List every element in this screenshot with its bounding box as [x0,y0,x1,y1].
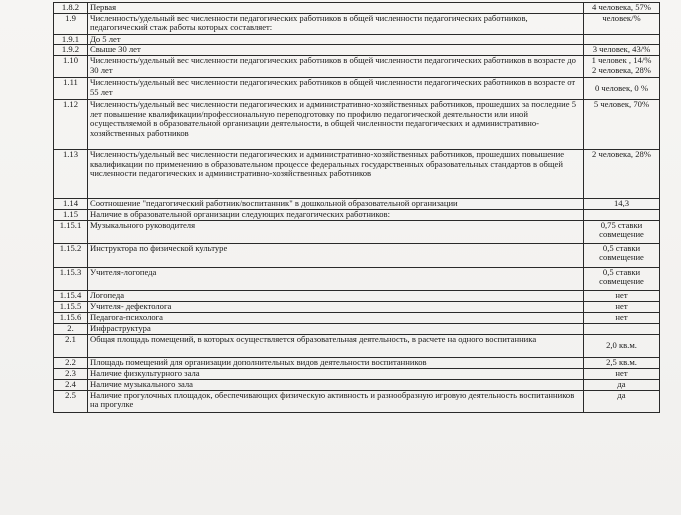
row-text: Численность/удельный вес численности педагогических работников в общей численности педагогических работников, педагогический стаж работы которых составляет: [88,13,584,34]
row-number: 1.9.2 [54,45,88,56]
row-text: Численность/удельный вес численности педагогических и административно-хозяйственных работников, прошедших за последние 5 лет повышение квалификации/профессиональную переподготовку по профилю педагогической деятельности или иной осуществляемой в образовательной организации деятельности, в общей численности педагогических и административно-хозяйственных работников [88,100,584,150]
row-value: 1 человек , 14/% 2 человека, 28% [584,56,660,78]
row-number: 1.15 [54,210,88,221]
table-row [54,334,660,357]
table-row [54,357,660,368]
row-number: 1.15.6 [54,312,88,323]
row-number: 1.15.3 [54,267,88,290]
row-text: Учителя-логопеда [88,267,584,290]
row-value: 5 человек, 70% [584,100,660,150]
row-text: Численность/удельный вес численности педагогических и административно-хозяйственных работников, прошедших повышение квалификации по применению в образовательном процессе федеральных государственных образовательных стандартов в общей численности педагогических и административно-хозяйственных работников [88,150,584,199]
table-row [54,323,660,334]
row-value: 0,5 ставки совмещение [584,267,660,290]
row-value: 14,3 [584,199,660,210]
row-number: 1.12 [54,100,88,150]
row-value: 0,75 ставки совмещение [584,220,660,243]
row-text: Первая [88,3,584,14]
row-value: 3 человек, 43/% [584,45,660,56]
row-value: нет [584,290,660,301]
row-number: 1.11 [54,78,88,100]
row-value: 2 человека, 28% [584,150,660,199]
row-text: До 5 лет [88,34,584,45]
row-text: Площадь помещений для организации дополнительных видов деятельности воспитанников [88,357,584,368]
row-number: 1.10 [54,56,88,78]
row-text: Наличие музыкального зала [88,379,584,390]
row-text: Учителя- дефектолога [88,301,584,312]
row-number: 2.4 [54,379,88,390]
row-number: 1.9 [54,13,88,34]
row-value [584,210,660,221]
row-value: 0,5 ставки совмещение [584,243,660,267]
table-row [54,301,660,312]
row-value: 0 человек, 0 % [584,78,660,100]
row-value: человек/% [584,13,660,34]
row-text: Логопеда [88,290,584,301]
row-text: Инфраструктура [88,323,584,334]
row-number: 2.3 [54,368,88,379]
row-text: Численность/удельный вес численности педагогических работников в общей численности педагогических работников в возрасте до 30 лет [88,56,584,78]
row-value: 4 человека, 57% [584,3,660,14]
indicators-table [53,2,660,413]
row-text: Наличие в образовательной организации следующих педагогических работников: [88,210,584,221]
row-number: 1.9.1 [54,34,88,45]
row-text: Наличие физкультурного зала [88,368,584,379]
row-number: 2. [54,323,88,334]
row-number: 1.14 [54,199,88,210]
table-row [54,56,660,78]
table-row [54,34,660,45]
row-number: 1.15.1 [54,220,88,243]
table-row [54,243,660,267]
row-value: 2,5 кв.м. [584,357,660,368]
row-value: да [584,390,660,412]
table-row [54,45,660,56]
table-row [54,220,660,243]
row-text: Инструктора по физической культуре [88,243,584,267]
row-number: 1.13 [54,150,88,199]
row-value: да [584,379,660,390]
table-row [54,390,660,412]
table-row [54,3,660,14]
table-row [54,78,660,100]
row-number: 2.2 [54,357,88,368]
table-row [54,150,660,199]
table-row [54,210,660,221]
row-value: нет [584,368,660,379]
row-text: Музыкального руководителя [88,220,584,243]
row-value [584,323,660,334]
table-row [54,312,660,323]
row-text: Педагога-психолога [88,312,584,323]
table-row [54,379,660,390]
table-row [54,267,660,290]
row-value [584,34,660,45]
row-value: нет [584,312,660,323]
row-number: 2.5 [54,390,88,412]
row-number: 1.15.5 [54,301,88,312]
row-text: Свыше 30 лет [88,45,584,56]
row-value: нет [584,301,660,312]
row-number: 1.8.2 [54,3,88,14]
row-number: 1.15.4 [54,290,88,301]
row-text: Наличие прогулочных площадок, обеспечивающих физическую активность и разнообразную игровую деятельность воспитанников на прогулке [88,390,584,412]
table-row [54,199,660,210]
row-number: 1.15.2 [54,243,88,267]
table-row [54,290,660,301]
row-text: Соотношение "педагогический работник/воспитанник" в дошкольной образовательной организации [88,199,584,210]
row-number: 2.1 [54,334,88,357]
table-row [54,100,660,150]
row-text: Численность/удельный вес численности педагогических работников в общей численности педагогических работников в возрасте от 55 лет [88,78,584,100]
row-text: Общая площадь помещений, в которых осуществляется образовательная деятельность, в расчете на одного воспитанника [88,334,584,357]
row-value: 2,0 кв.м. [584,334,660,357]
table-row [54,368,660,379]
table-row [54,13,660,34]
